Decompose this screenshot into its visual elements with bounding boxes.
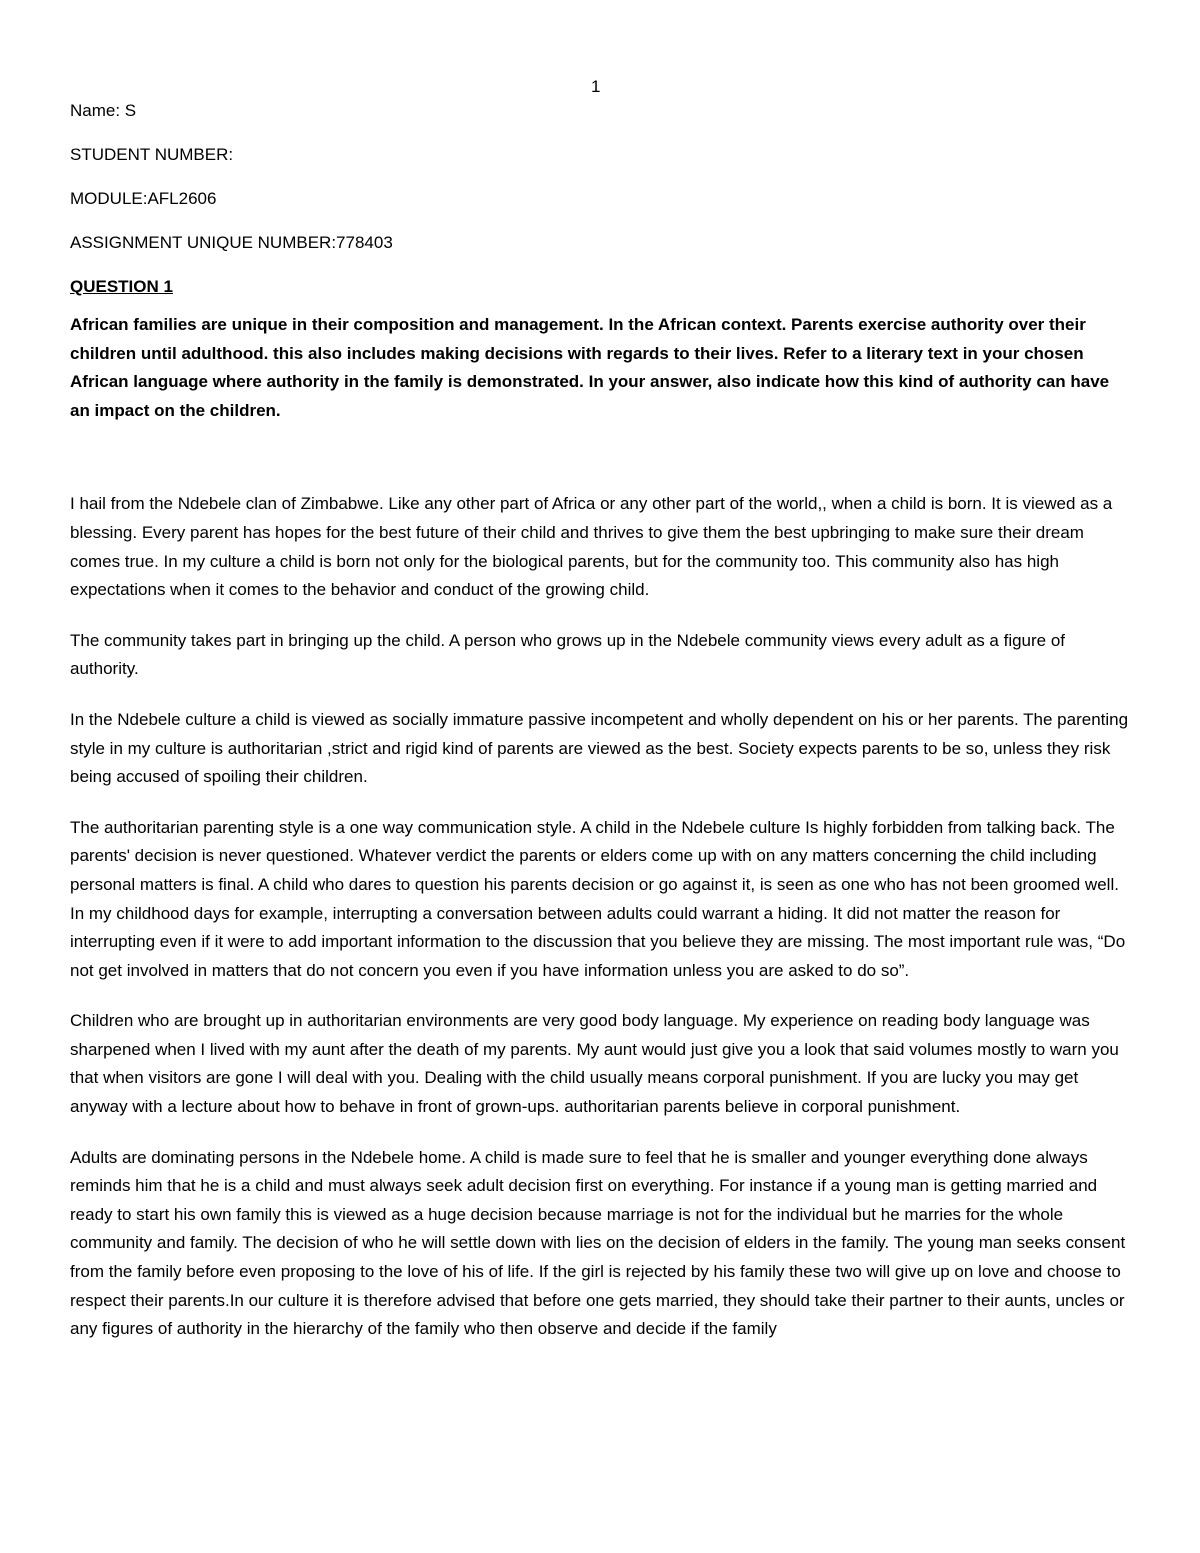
question-heading: QUESTION 1 [70,277,173,296]
question-text: African families are unique in their composition and management. In the African context. Parents exercise authority over their children until adulthood. this also includes making decisions with regards to their lives. Refer to a literary text in your chosen African language where authority in the family is demonstrated. In your answer, also indicate how this kind of authority can have an impact on the children. [70,315,1110,420]
answer-paragraph: In the Ndebele culture a child is viewed as socially immature passive incompetent and wholly dependent on his or her parents. The parenting style in my culture is authoritarian ,strict and rigid kind of parents are viewed as the best. Society expects parents to be so, unless they risk being accused of spoiling their children. [70,709,1129,787]
answer-paragraph: The authoritarian parenting style is a one way communication style. A child in the Ndebele culture Is highly forbidden from talking back. The parents' decision is never questioned. Whatever verdict the parents or elders come up with on any matters concerning the child including personal matters is final. A child who dares to question his parents decision or go against it, is seen as one who has not been groomed well. In my childhood days for example, interrupting a conversation between adults could warrant a hiding. It did not matter the reason for interrupting even if it were to add important information to the discussion that you believe they are missing. The most important rule was, “Do not get involved in matters that do not concern you even if you have information unless you are asked to do so”. [70,817,1126,980]
student-name: Name: S [70,101,137,120]
assignment-number: ASSIGNMENT UNIQUE NUMBER:778403 [70,233,393,252]
answer-paragraph: I hail from the Ndebele clan of Zimbabwe. Like any other part of Africa or any other part of the world,, when a child is born. It is viewed as a blessing. Every parent has hopes for the best future of their child and thrives to give them the best upbringing to make sure their dream comes true. In my culture a child is born not only for the biological parents, but for the community too. This community also has high expectations when it comes to the behavior and conduct of the growing child. [70,494,1113,600]
student-number: STUDENT NUMBER: [70,145,234,164]
answer-paragraph: Children who are brought up in authoritarian environments are very good body language. My experience on reading body language was sharpened when I lived with my aunt after the death of my parents. My aunt would just give you a look that said volumes mostly to warn you that when visitors are gone I will deal with you. Dealing with the child usually means corporal punishment. If you are lucky you may get anyway with a lecture about how to behave in front of grown-ups. authoritarian parents believe in corporal punishment. [70,1011,1119,1117]
answer-paragraph: Adults are dominating persons in the Ndebele home. A child is made sure to feel that he is smaller and younger everything done always reminds him that he is a child and must always seek adult decision first on everything. For instance if a young man is getting married and ready to start his own family this is viewed as a huge decision because marriage is not for the individual but he marries for the whole community and family. The decision of who he will settle down with lies on the decision of elders in the family. The young man seeks consent from the family before even proposing to the love of his of life. If the girl is rejected by his family these two will give up on love and choose to respect their parents.In our culture it is therefore advised that before one gets married, they should take their partner to their aunts, uncles or any figures of authority in the hierarchy of the family who then observe and decide if the family [70,1147,1126,1339]
answer-paragraph: The community takes part in bringing up the child. A person who grows up in the Ndebele community views every adult as a figure of authority. [70,630,1066,679]
module-code: MODULE:AFL2606 [70,189,217,208]
page-number: 1 [591,77,601,96]
document-body [70,100,1130,1366]
